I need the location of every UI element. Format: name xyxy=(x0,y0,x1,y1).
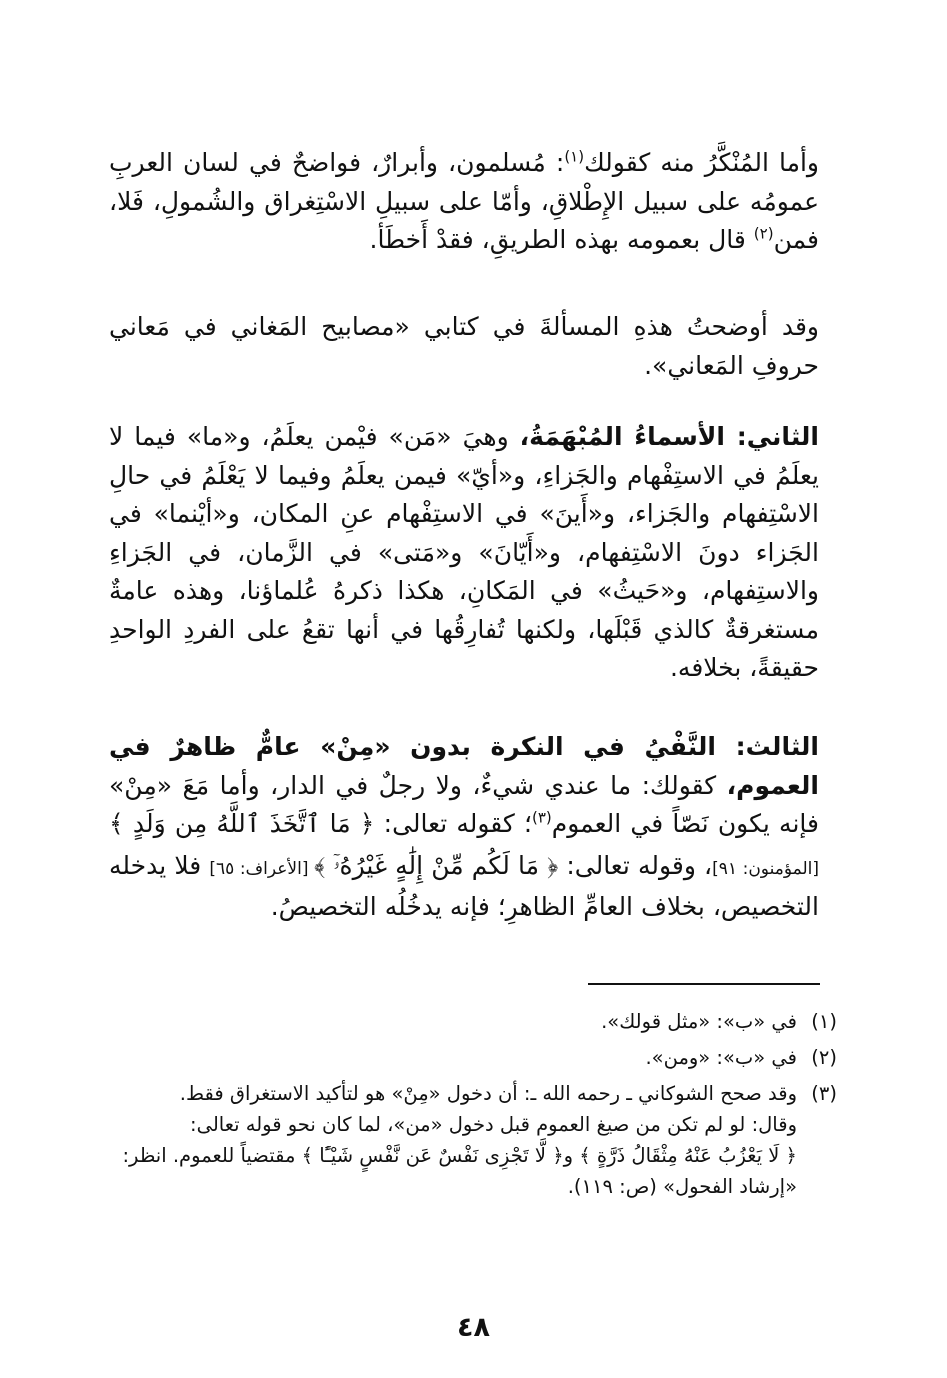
section-heading-second: الثاني: الأسماءُ المُبْهَمَةُ، xyxy=(519,422,819,451)
section-heading-third: الثالث: النَّفْيُ في النكرة بدون «مِنْ» عامٌّ ظاهرٌ في العموم، xyxy=(109,732,819,800)
footnote-marker-3[interactable]: (٣) xyxy=(531,808,552,827)
footnote-line: في «ب»: «ومن». xyxy=(645,1046,797,1069)
footnote-number: (٣) xyxy=(811,1082,837,1105)
footnote-line: وقد صحح الشوكاني ـ رحمه الله ـ: أن دخول «مِنْ» هو لتأكيد الاستغراق فقط. xyxy=(179,1082,797,1105)
footnote-2 xyxy=(109,1042,837,1073)
paragraph-text: وقد أوضحتُ هذهِ المسألةَ في كتابي «مصابيح المَغاني في مَعاني حروفِ المَعاني». xyxy=(109,312,819,380)
footnote-separator-rule xyxy=(588,983,820,985)
paragraph-text: وأما المُنْكَّرُ منه كقولك xyxy=(584,148,819,177)
footnote-text xyxy=(109,1078,797,1202)
footnote-text xyxy=(109,1006,797,1037)
footnote-number: (٢) xyxy=(811,1046,837,1069)
page-number: ٤٨ xyxy=(457,1312,490,1343)
paragraph-masabih-reference xyxy=(109,308,819,385)
paragraph-third-nafy xyxy=(109,728,819,927)
footnote-line: ﴿ لَا يَعْزُبُ عَنْهُ مِثْقَالُ ذَرَّةٍ ﴾ و﴿ لَّا تَجْزِى نَفْسٌ عَن نَّفْسٍ شَيْـًٔا ﴾ مقتضياً للعموم. انظر: xyxy=(122,1144,797,1167)
footnote-number: (١) xyxy=(811,1010,837,1033)
verse-reference-2: [الأعراف: ٦٥] xyxy=(209,858,315,879)
footnote-line: وقال: لو لم تكن من صيغ العموم قبل دخول «من»، لما كان نحو قوله تعالى: xyxy=(190,1113,797,1136)
paragraph-second-mubhama xyxy=(109,418,819,688)
footnote-marker-1[interactable]: (١) xyxy=(564,147,585,166)
footnote-line: في «ب»: «مثل قولك». xyxy=(601,1010,797,1033)
paragraph-text: ، وقوله تعالى: xyxy=(558,850,713,880)
quran-verse-2: ﴿ مَا لَكُم مِّنْ إِلَٰهٍ غَيْرُهُۥٓ ﴾ xyxy=(314,850,559,880)
paragraph-text: ؛ كقوله تعالى: xyxy=(374,809,532,838)
footnote-text xyxy=(109,1042,797,1073)
quran-verse-1: ﴿ مَا ٱتَّخَذَ ٱللَّهُ مِن وَلَدٍ ﴾ xyxy=(109,809,375,838)
paragraph-munakkar xyxy=(109,144,819,260)
footnotes-section xyxy=(109,1006,837,1207)
paragraph-text: قال بعمومه بهذه الطريقِ، فقدْ أَخطَأ. xyxy=(369,225,754,254)
paragraph-text: وهيَ «مَن» فيْمن يعلَمُ، و«ما» فيما لا يعلَمُ في الاستِفْهام والجَزاءِ، و«أيّ» فيمن يعلَمُ وفيما لا يَعْلَمُ في حالِ الاسْتِفهام والجَزاء، و«أَينَ» في الاستِفْهام عنِ المكان، و«أيْنما» في الجَزاء دونَ الاسْتِفهام، و«أَيّانَ» و«مَتى» في الزَّمان، في الجَزاءِ والاستِفهام، و«حَيثُ» في المَكانِ، هكذا ذكرهُ عُلماؤنا، وهذه عامةٌ مستغرقةٌ كالذي قَبْلَها، ولكنها تُفارِقُها في أنها تقعُ على الفردِ الواحدِ حقيقةً، بخلافه. xyxy=(109,422,819,682)
footnote-marker-2[interactable]: (٢) xyxy=(753,224,774,243)
paragraph-text: كقولك: ما عندي شيءٌ، ولا رجلٌ في الدار، وأما مَعَ «مِنْ» فإنه يكون نَصّاً في العموم xyxy=(109,770,819,838)
paragraph-text: : مُسلمون، وأبرارٌ، فواضحٌ في لسان العربِ عمومُه على سبيل الإِطْلاقِ، وأمّا على سبيلِ الاسْتِغراق والشُمولِ، فَلا، فمن xyxy=(109,148,819,254)
verse-reference-1: [المؤمنون: ٩١] xyxy=(712,858,819,879)
paragraph-text: فلا يدخله التخصيص، بخلاف العامِّ الظاهرِ؛ فإنه يدخُلُه التخصيصُ. xyxy=(109,850,819,921)
footnote-3 xyxy=(109,1078,837,1202)
footnote-1 xyxy=(109,1006,837,1037)
footnote-line: «إرشاد الفحول» (ص: ١١٩). xyxy=(567,1175,797,1198)
